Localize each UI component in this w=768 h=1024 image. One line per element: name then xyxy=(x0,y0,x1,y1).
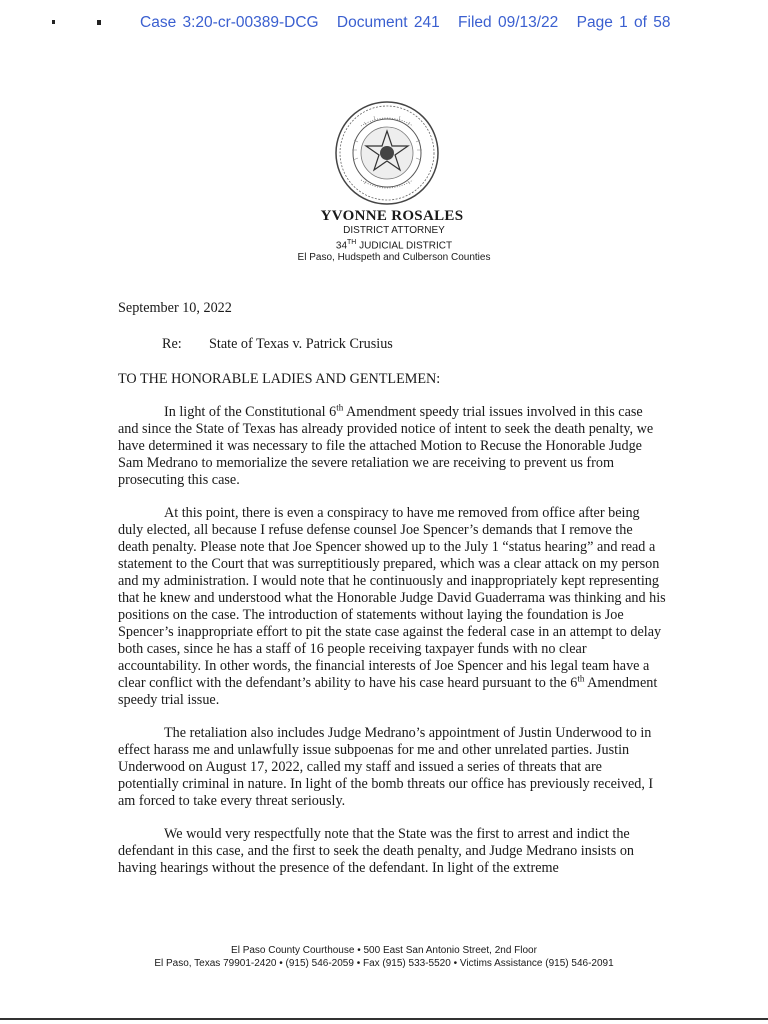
district-attorney-seal-icon xyxy=(334,100,440,206)
da-name: YVONNE ROSALES xyxy=(320,208,464,224)
letter-body xyxy=(118,300,666,893)
re-line xyxy=(118,336,666,353)
document-number: Document 241 xyxy=(336,14,440,31)
judicial-district: 34TH JUDICIAL DISTRICT xyxy=(335,239,453,252)
re-subject: State of Texas v. Patrick Crusius xyxy=(209,336,393,352)
footer-address: El Paso County Courthouse • 500 East San Antonio Street, 2nd Floor xyxy=(231,945,537,956)
paragraph-2: At this point, there is even a conspiracy to have me removed from office after being duly elected, all because I refuse defense counsel Joe Spencer’s demands that I remove the death penalty. Please note that Joe Spencer showed up to the July 1 “status hearing” and read a statement to the Court that was surreptitiously prepared, which was a clear attack on my person and my administration. I would note that he continuously and inappropriately kept representing that he knew and understood what the Honorable Judge David Guaderrama was thinking and his positions on the case. The introduction of statements without laying the foundation is Joe Spencer’s inappropriate effort to pit the state case against the federal case in an attempt to delay both cases, since he has a staff of 16 people receiving taxpayer funds with no clear accountability. In other words, the financial interests of Joe Spencer and his legal team have a clear conflict with the defendant’s ability to have his case heard pursuant to the 6th Amendment speedy trial issue. xyxy=(118,505,666,708)
scan-mark xyxy=(52,20,55,24)
case-number: Case 3:20-cr-00389-DCG xyxy=(140,14,319,31)
letter-date: September 10, 2022 xyxy=(118,300,232,316)
letterhead xyxy=(0,208,768,264)
letterhead-footer xyxy=(0,944,768,970)
paragraph-1: In light of the Constitutional 6th Amendment speedy trial issues involved in this case and since the State of Texas has already provided notice of intent to seek the death penalty, we have determined it was necessary to file the attached Motion to Recuse the Honorable Judge Sam Medrano to memorialize the severe retaliation we are receiving to prevent us from prosecuting this case. xyxy=(118,402,654,488)
footer-contacts: El Paso, Texas 79901-2420 • (915) 546-2059 • Fax (915) 533-5520 • Victims Assistance (915) 546-2091 xyxy=(154,958,614,969)
filed-date: Filed 09/13/22 xyxy=(458,14,559,31)
page-count: Page 1 of 58 xyxy=(576,14,671,31)
re-label: Re: xyxy=(162,336,182,352)
scan-mark xyxy=(97,20,101,25)
paragraph-3: The retaliation also includes Judge Medrano’s appointment of Justin Underwood to in effect harass me and unlawfully issue subpoenas for me and other unrelated parties. Justin Underwood on August 17, 2022, called my staff and issued a series of threats that are potentially criminal in nature. In light of the bomb threats our office has previously received, I am forced to take every threat seriously. xyxy=(118,725,654,809)
counties: El Paso, Hudspeth and Culberson Counties xyxy=(297,252,491,264)
da-title: DISTRICT ATTORNEY xyxy=(343,225,445,236)
paragraph-4: We would very respectfully note that the State was the first to arrest and indict the defendant in this case, and the first to seek the death penalty, and Judge Medrano insists on having hearings without the presence of the defendant. In light of the extreme xyxy=(118,826,635,876)
salutation: TO THE HONORABLE LADIES AND GENTLEMEN: xyxy=(118,371,441,387)
scan-bottom-edge xyxy=(0,1018,768,1020)
court-filing-stamp xyxy=(140,14,683,32)
